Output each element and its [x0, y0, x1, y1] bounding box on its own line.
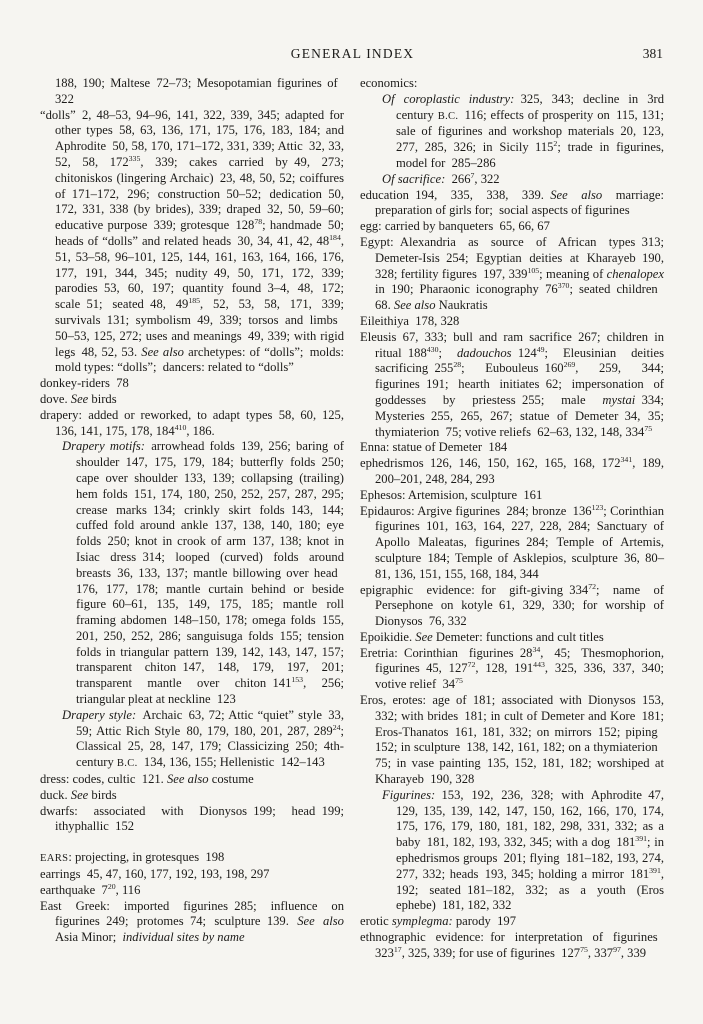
index-entry: Drapery motifs: arrowhead folds 139, 256; baring of shoulder 147, 175, 179, 184; butterfly folds 250; cape over shoulder 133, 139; collapsing (trailing) hem folds 151, 174, 180, 250, 252, 257, 287, 295; crease marks 134; crinkly skirt folds 143, 144; cuffed fold around ankle 137, 138, 140, 180; eye folds 250; knot in crook of arm 137, 138; knot in Isiac dress 314; looped (curved) folds around breasts 36, 133, 137; mantle billowing over head 176, 177, 178; mantle curtain behind or beside figure 60–61, 135, 149, 175, 185; mantle roll framing abdomen 148–150, 178; omega folds 155, 201, 250, 252, 286; sanguisuga folds 155; tension folds in triangular pattern 139, 142, 143, 147, 157; transparent chiton 147, 148, 179, 197, 201; transparent mantle over chiton $141^{153}$, 256; triangular pleat at neckline 123 — [62, 439, 344, 707]
index-entry: Of sacrifice: $266^7$, 322 — [382, 170, 500, 186]
index-entry: Egypt: Alexandria as source of African types 313; Demeter-Isis 254; Egyptian deities at Kharayeb 190, 328; fertility figures 197, $339^{105}$; meaning of chenalopex in 190; Pharaonic iconography $76^{370}$; seated children 68. See also Naukratis — [360, 234, 665, 313]
index-column-right — [360, 76, 664, 962]
index-entry: erotic symplegma: parody 197 — [360, 914, 516, 929]
index-entry: dove. See birds — [40, 391, 117, 406]
page-header — [40, 46, 665, 64]
index-entry: Ephesos: Artemision, sculpture 161 — [360, 487, 543, 502]
index-entry: duck. See birds — [40, 787, 117, 802]
index-entry: earthquake $7^{20}$, 116 — [40, 881, 141, 897]
index-columns — [40, 76, 665, 962]
index-entry: Enna: statue of Demeter 184 — [360, 440, 508, 455]
index-entry: dress: codes, cultic 121. See also costume — [40, 772, 254, 787]
running-head-title: GENERAL INDEX — [290, 46, 415, 61]
index-entry: Figurines: 153, 192, 236, 328; with Aphrodite 47, 129, 135, 139, 142, 147, 150, 162, 166, 170, 174, 175, 176, 179, 180, 181, 182, 298, 331, 332; as a baby 181, 182, 193, 332, 345; with a dog $181^{391}$; in ephedrismos groups 201; flying 181–182, 193, 274, 277, 332; heads 193, 345; holding a mirror $181^{391}$, 192; seated 181–182, 332; as a youth (Eros ephebe) 181, 182, 332 — [382, 787, 664, 913]
index-entry: Eretria: Corinthian figurines $28^{34}$, 45; Thesmophorion, figurines 45, $127^{72}$, 128, $191^{443}$, 325, 336, 337, 340; votive relief $34^{75}$ — [360, 644, 664, 692]
index-entry: Drapery style: Archaic 63, 72; Attic “quiet” style 33, 59; Attic Rich Style 80, 179, 180, 201, 287, $289^{24}$; Classical 25, 28, 147, 179; Classicizing 250; 4th-century B.C. 134, 136, 155; Hellenistic 142–143 — [62, 707, 344, 770]
index-entry: education 194, 335, 338, 339. See also marriage: preparation of girls for; social aspects of figurines — [360, 187, 664, 218]
index-entry: egg: carried by banqueters 65, 66, 67 — [360, 219, 550, 234]
index-entry: ethnographic evidence: for interpretation of figurines $323^{17}$, 325, 339; for use of figurines $127^{75}$, $337^{97}$, 339 — [360, 930, 664, 960]
index-entry: drapery: added or reworked, to adapt types 58, 60, 125, 136, 141, 175, 178, $184^{410}$, 186. — [40, 407, 344, 438]
index-entry: dwarfs: associated with Dionysos 199; head 199; ithyphallic 152 — [40, 803, 344, 834]
index-column-left — [40, 76, 344, 962]
index-entry: “dolls” 2, 48–53, 94–96, 141, 322, 339, 345; adapted for other types 58, 63, 136, 171, 175, 176, 183, 184; and Aphrodite 50, 58, 170, 171–172, 331, 339; Attic 32, 33, 52, 58, $172^{335}$, 339; cakes carried by 49, 273; chitoniskos (lingering Archaic) 23, 48, 50, 52; coiffures of 171–172, 296; construction 50–52; dedication 50, 172, 331, 338 (by brides), 339; draped 32, 50, 59–60; educative purpose 339; grotesque $128^{78}$; handmade 50; heads of “dolls” and related heads 30, 34, 41, 42, $48^{184}$, 51, 53–58, 96–101, 125, 144, 161, 163, 164, 166, 176, 177, 191, 344, 345; nudity 49, 50, 171, 172, 339; parodies 53, 60, 197; quantity found 3–4, 48, 172; scale 51; seated 48, $49^{185}$, 52, 53, 58, 171, 339; survivals 131; symbolism 49, 339; torsos and limbs 50–53, 125, 272; uses and meanings 49, 339; with rigid legs 48, 52, 53. See also archetypes: of “dolls”; molds: mold types: “dolls”; dancers: related to “dolls” — [40, 107, 344, 375]
index-entry: EARS: projecting, in grotesques 198 — [40, 850, 225, 865]
index-entry: 188, 190; Maltese 72–73; Mesopotamian figurines of 322 — [55, 76, 344, 106]
index-entry: ephedrismos 126, 146, 150, 162, 165, 168, $172^{341}$, 189, 200–201, 248, 284, 293 — [360, 454, 664, 486]
index-entry: Epidauros: Argive figurines 284; bronze $136^{123}$; Corinthian figurines 101, 163, 164, 227, 228, 284; Sanctuary of Apollo Maleatas, figurines 284; Temple of Artemis, sculpture 184; Temple of Asklepios, sculpture 36, 80–81, 136, 151, 155, 168, 184, 344 — [360, 502, 664, 581]
index-entry: earrings 45, 47, 160, 177, 192, 193, 198, 297 — [40, 867, 270, 882]
index-entry: East Greek: imported figurines 285; influence on figurines 249; protomes 74; sculpture 139. See also Asia Minor; individual sites by name — [40, 898, 344, 945]
index-entry: Epoikidie. See Demeter: functions and cult titles — [360, 629, 604, 644]
page-number: 381 — [642, 46, 663, 61]
index-entry: Of coroplastic industry: 325, 343; decline in 3rd century B.C. 116; effects of prosperity on 115, 131; sale of figurines and workshop materials 20, 123, 277, 285, 326; in Sicily $115^2$; trade in figurines, model for 285–286 — [382, 91, 664, 170]
index-entry: donkey-riders 78 — [40, 376, 129, 391]
index-entry: Eleusis 67, 333; bull and ram sacrifice 267; children in ritual $188^{430}$; dadouchos $124^{49}$; Eleusinian deities sacrificing $255^{28}$; Eubouleus $160^{269}$, 259, 344; figurines 191; hearth initiates 62; impersonation of goddesses by priestess 255; male mystai 334; Mysteries 255, 265, 267; statue of Demeter 34, 35; thymiaterion 75; votive reliefs 62–63, 132, 148, $334^{75}$ — [360, 329, 664, 439]
index-entry: economics: — [360, 76, 418, 90]
index-entry: Eros, erotes: age of 181; associated with Dionysos 153, 332; with brides 181; in cult of Demeter and Kore 181; Eros-Thanatos 161, 181, 332; on mirrors 152; piping 152; in sculpture 138, 142, 161, 182; on a thymiaterion 75; in vase painting 135, 152, 181, 182; worshiped at Kharayeb 190, 328 — [360, 693, 664, 787]
index-entry: Eileithiya 178, 328 — [360, 313, 460, 328]
index-entry: epigraphic evidence: for gift-giving $334^{72}$; name of Persephone on kotyle 61, 329, 330; for worship of Dionysos 76, 332 — [360, 581, 664, 629]
